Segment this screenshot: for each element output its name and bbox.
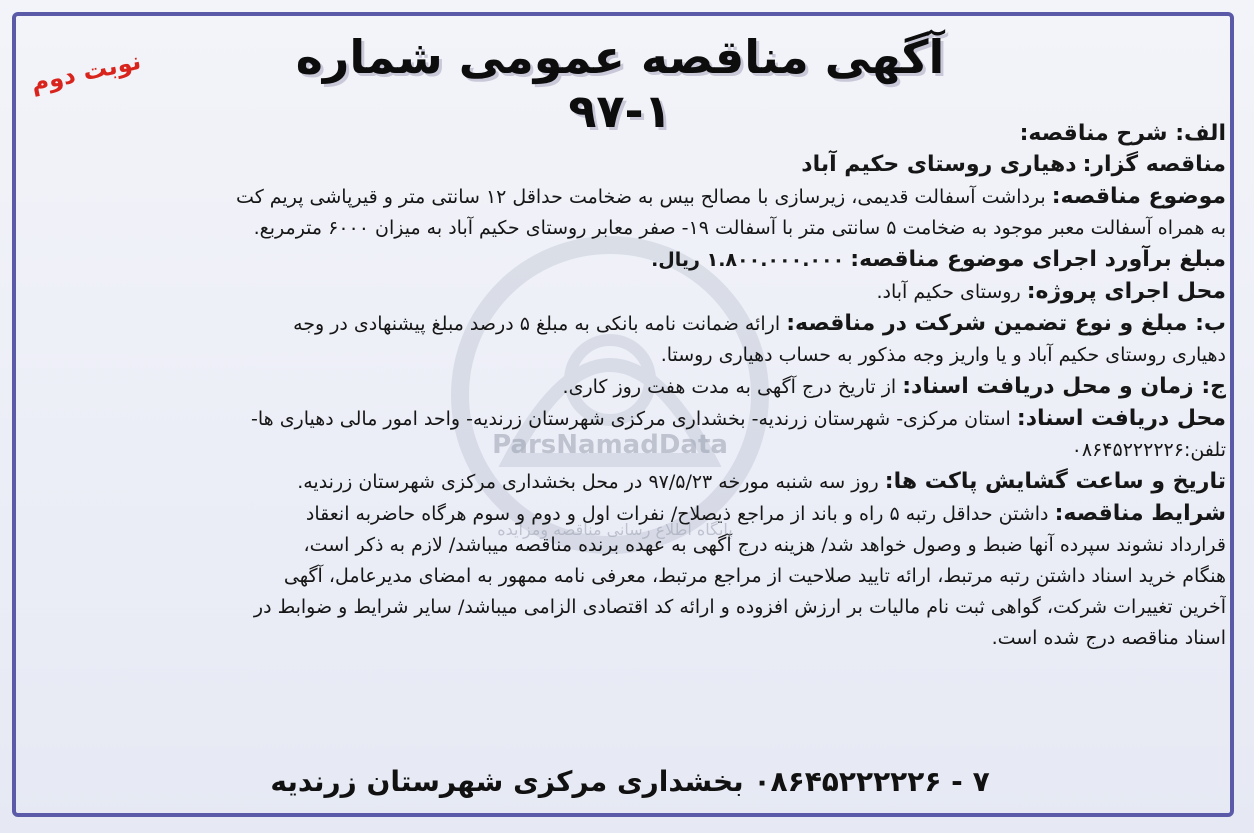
section-a-heading: الف: شرح مناقصه: xyxy=(1019,121,1226,146)
section-c-time: از تاریخ درج آگهی به مدت هفت روز کاری. xyxy=(562,376,897,398)
tenderer-label: مناقصه گزار: xyxy=(1082,152,1226,177)
estimate-label: مبلغ برآورد اجرای موضوع مناقصه: xyxy=(850,247,1226,272)
subject-row xyxy=(28,181,1226,213)
conditions-label: شرایط مناقصه: xyxy=(1054,501,1226,526)
footer-contact: ۷ - ۰۸۶۴۵۲۲۲۲۲۶ بخشداری مرکزی شهرستان زرندیه xyxy=(270,765,990,798)
tenderer-row xyxy=(28,149,1226,181)
phone-text: تلفن:۰۸۶۴۵۲۲۲۲۲۶ xyxy=(1071,439,1226,461)
conditions-row xyxy=(28,498,1226,530)
location-row xyxy=(28,276,1226,308)
doc-place-row xyxy=(28,403,1226,435)
doc-place-label: محل دریافت اسناد: xyxy=(1016,406,1226,431)
section-b-row xyxy=(28,308,1226,340)
section-c-heading: ج: زمان و محل دریافت اسناد: xyxy=(902,374,1226,399)
tenderer-value: دهیاری روستای حکیم آباد xyxy=(801,152,1077,177)
watermark-brand: ParsNamadData xyxy=(492,430,728,460)
second-publication-stamp: نوبت دوم xyxy=(28,46,144,98)
section-b-text2: دهیاری روستای حکیم آباد و یا واریز وجه مذکور به حساب دهیاری روستا. xyxy=(660,344,1226,366)
section-c-row xyxy=(28,371,1226,403)
location-label: محل اجرای پروژه: xyxy=(1026,279,1226,304)
notice-title: آگهی مناقصه عمومی شماره ۱-۹۷ xyxy=(295,30,945,138)
notice-body xyxy=(28,118,1226,654)
watermark-subtitle: پایگاه اطلاع رسانی مناقصه ومزایده xyxy=(497,520,733,539)
opening-label: تاریخ و ساعت گشایش پاکت ها: xyxy=(884,469,1226,494)
subject-line2: به همراه آسفالت معبر موجود به ضخامت ۵ سانتی متر با آسفالت ۱۹- صفر معابر روستای حکیم آباد به میزان ۶۰۰۰ مترمربع. xyxy=(253,217,1226,239)
opening-value: روز سه شنبه مورخه ۹۷/۵/۲۳ در محل بخشداری مرکزی شهرستان زرندیه. xyxy=(297,471,879,493)
conditions-line2: قرارداد نشوند سپرده آنها ضبط و وصول خواهد شد/ هزینه درج آگهی به عهده برنده مناقصه میباشد/ لازم به ذکر است، xyxy=(303,534,1226,556)
section-b-heading: ب: مبلغ و نوع تضمین شرکت در مناقصه: xyxy=(786,311,1226,336)
section-b-text1: ارائه ضمانت نامه بانکی به مبلغ ۵ درصد مبلغ پیشنهادی در وجه xyxy=(293,313,781,335)
doc-place-value: استان مرکزی- شهرستان زرندیه- بخشداری مرکزی شهرستان زرندیه- واحد امور مالی دهیاری ها- xyxy=(250,408,1011,430)
conditions-line1: داشتن حداقل رتبه ۵ راه و باند از مراجع ذیصلاح/ نفرات اول و دوم و سوم هرگاه حاضربه انعقاد xyxy=(305,503,1049,525)
conditions-line4: آخرین تغییرات شرکت، گواهی ثبت نام مالیات بر ارزش افزوده و ارائه کد اقتصادی الزامی میباشد/ سایر شرایط و ضوابط در xyxy=(253,596,1226,618)
opening-row xyxy=(28,466,1226,498)
estimate-value: ۱.۸۰۰.۰۰۰.۰۰۰ ریال. xyxy=(651,249,845,271)
conditions-line3: هنگام خرید اسناد داشتن رتبه مرتبط، ارائه تایید صلاحیت از مراجع مرتبط، معرفی نامه ممهور به امضای مدیرعامل، آگهی xyxy=(283,565,1226,587)
estimate-row xyxy=(28,244,1226,276)
location-value: روستای حکیم آباد. xyxy=(876,281,1021,303)
subject-line1: برداشت آسفالت قدیمی، زیرسازی با مصالح بیس به ضخامت حداقل ۱۲ سانتی متر و قیرپاشی پریم کت xyxy=(236,186,1046,208)
conditions-line5: اسناد مناقصه درج شده است. xyxy=(991,627,1226,649)
subject-label: موضوع مناقصه: xyxy=(1051,184,1226,209)
